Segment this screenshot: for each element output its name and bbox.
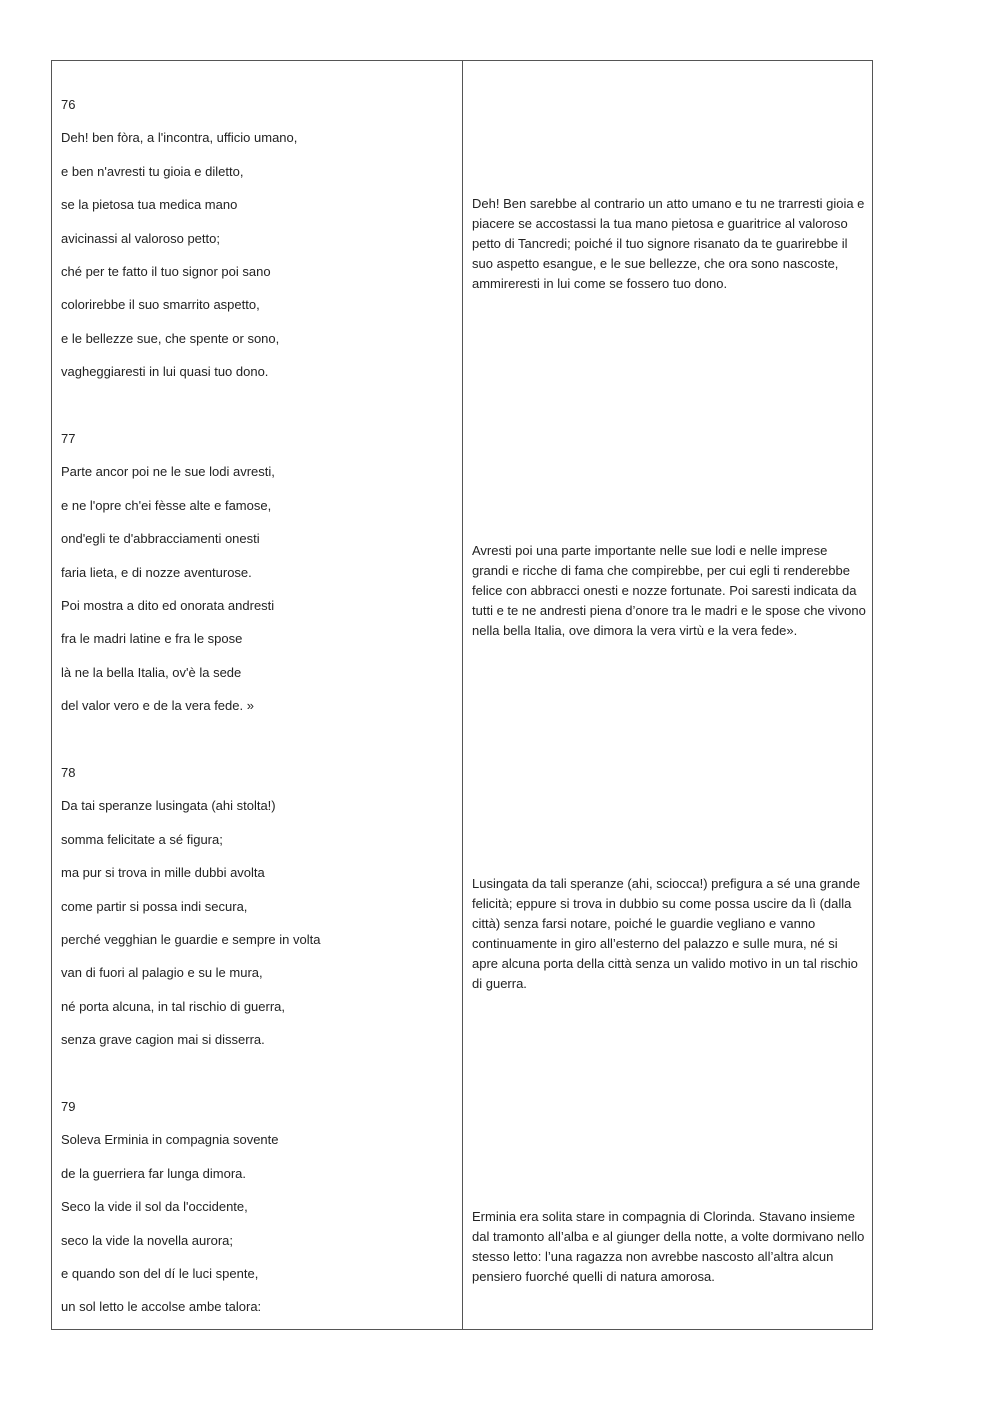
paraphrase-76: Deh! Ben sarebbe al contrario un atto umano e tu ne trarresti gioia e piacere se accostassi la tua mano pietosa e guaritrice al valoroso petto di Tancredi; poiché il tuo signore risanato da te guarirebbe il suo aspetto esangue, e le sue bellezze, che ora sono nascoste, ammireresti in lui come se fossero tuo dono.	[472, 196, 865, 291]
verse-line: Deh! ben fòra, a l'incontra, ufficio umano,	[61, 130, 298, 146]
verse-column	[52, 61, 463, 1329]
verse-line: e ben n'avresti tu gioia e diletto,	[61, 163, 244, 179]
paraphrase-77: Avresti poi una parte importante nelle sue lodi e nelle imprese grandi e ricche di fama che compirebbe, per cui egli ti renderebbe felice con abbracci onesti e nozze fortunate. Poi saresti indicata da tutti e te ne andresti piena d’onore tra le madri e le spose che vivono nella bella Italia, ove dimora la vera virtù e la vera fede».	[472, 543, 866, 638]
verse-line: de la guerriera far lunga dimora.	[61, 1165, 246, 1181]
stanza-number: 77	[61, 431, 76, 446]
verse-line: Poi mostra a dito ed onorata andresti	[61, 597, 275, 613]
verse-line: Parte ancor poi ne le sue lodi avresti,	[61, 464, 275, 480]
verse-line: un sol letto le accolse ambe talora:	[61, 1299, 262, 1315]
verse-line: ond'egli te d'abbracciamenti onesti	[61, 531, 260, 547]
stanza-table	[51, 60, 873, 1330]
verse-line: e quando son del dí le luci spente,	[61, 1265, 259, 1281]
verse-line: ma pur si trova in mille dubbi avolta	[61, 865, 265, 881]
stanza-number: 79	[61, 1099, 76, 1114]
paraphrase-column	[463, 61, 872, 1329]
verse-line: perché vegghian le guardie e sempre in volta	[61, 931, 321, 947]
verse-line: colorirebbe il suo smarrito aspetto,	[61, 297, 260, 313]
verse-line: avicinassi al valoroso petto;	[61, 230, 220, 246]
stanza-79	[61, 1090, 458, 1324]
verse-line: vagheggiaresti in lui quasi tuo dono.	[61, 364, 269, 380]
stanza-number: 78	[61, 765, 76, 780]
verse-line: somma felicitate a sé figura;	[61, 831, 223, 847]
stanza-77	[61, 422, 458, 723]
verse-line: Da tai speranze lusingata (ahi stolta!)	[61, 798, 276, 814]
verse-line: senza grave cagion mai si disserra.	[61, 1032, 265, 1048]
stanza-number: 76	[61, 97, 76, 112]
verse-line: Seco la vide il sol da l'occidente,	[61, 1199, 248, 1215]
verse-line: né porta alcuna, in tal rischio di guerra,	[61, 998, 286, 1014]
verse-line: e le bellezze sue, che spente or sono,	[61, 330, 280, 346]
verse-line: van di fuori al palagio e su le mura,	[61, 965, 263, 981]
verse-line: del valor vero e de la vera fede. »	[61, 698, 254, 714]
verse-line: ché per te fatto il tuo signor poi sano	[61, 263, 271, 279]
verse-line: seco la vide la novella aurora;	[61, 1232, 233, 1248]
paraphrase-79: Erminia era solita stare in compagnia di Clorinda. Stavano insieme dal tramonto all’alba e al giunger della notte, a volte dormivano nello stesso letto: l’una ragazza non avrebbe nascosto all’altra alcun pensiero fuorché quelli di natura amorosa.	[472, 1209, 865, 1284]
verse-line: fra le madri latine e fra le spose	[61, 631, 243, 647]
stanza-76	[61, 88, 458, 389]
paraphrase-78: Lusingata da tali speranze (ahi, sciocca!) prefigura a sé una grande felicità; eppure si trova in dubbio su come possa uscire da lì (dalla città) senza farsi notare, poiché le guardie vegliano e vanno continuamente in giro all’esterno del palazzo e sulle mura, né si apre alcuna porta della città senza un valido motivo in un tal rischio di guerra.	[472, 876, 861, 991]
verse-line: e ne l'opre ch'ei fèsse alte e famose,	[61, 497, 272, 513]
verse-line: se la pietosa tua medica mano	[61, 197, 238, 213]
verse-line: faria lieta, e di nozze aventurose.	[61, 564, 252, 580]
verse-line: là ne la bella Italia, ov'è la sede	[61, 664, 242, 680]
verse-line: come partir si possa indi secura,	[61, 898, 248, 914]
stanza-78	[61, 756, 458, 1057]
verse-line: Soleva Erminia in compagnia sovente	[61, 1132, 279, 1148]
